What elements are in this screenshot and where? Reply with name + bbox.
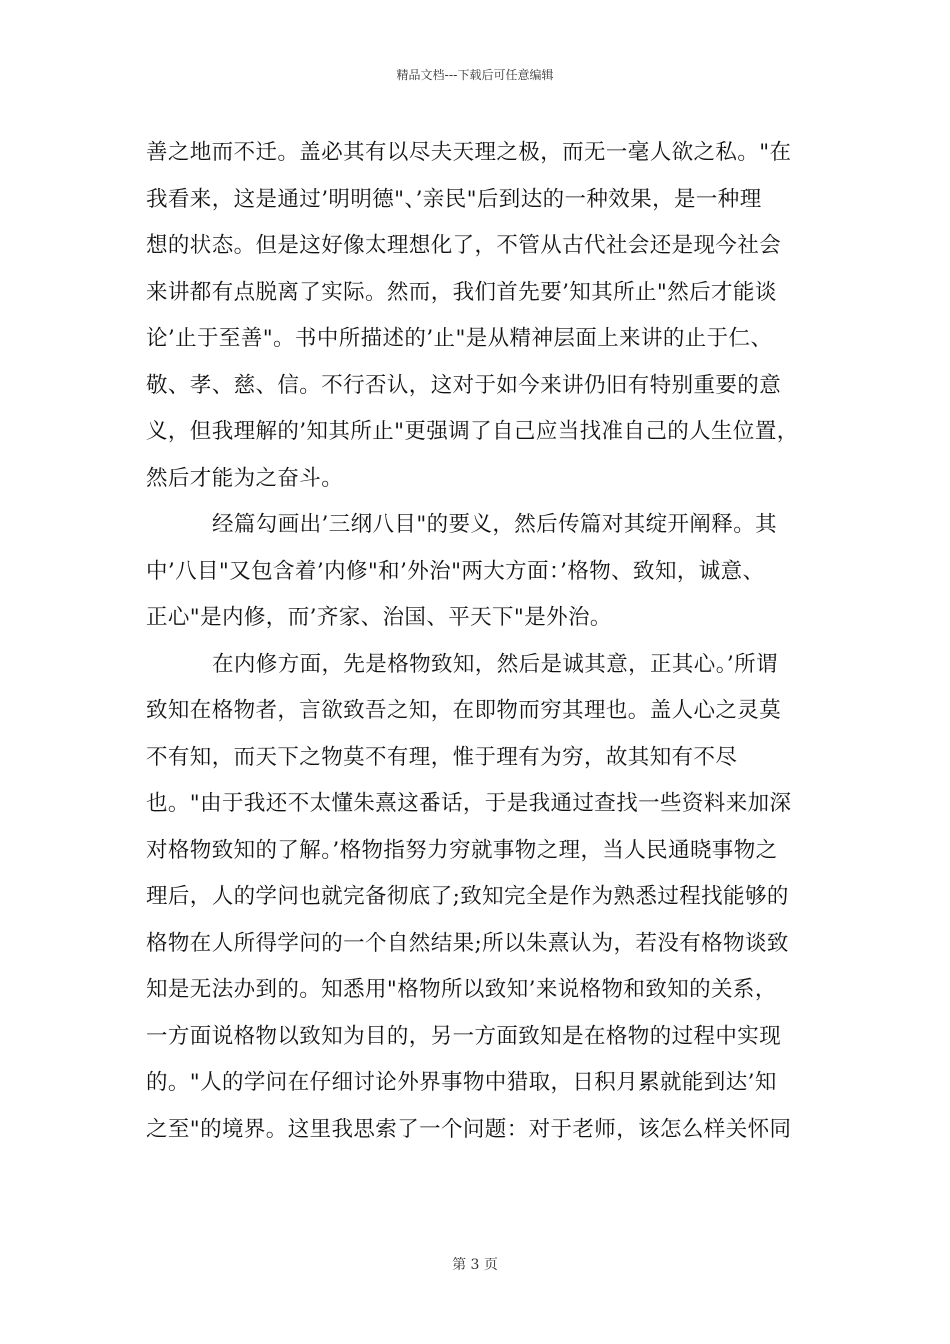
text-line: 格物在人所得学问的一个自然结果;所以朱熹认为，若没有格物谈致: [146, 930, 789, 956]
text-line: 想的状态。但是这好像太理想化了，不管从古代社会还是现今社会: [146, 233, 782, 258]
document-body: [146, 130, 822, 1153]
paragraph-3: [146, 642, 822, 1154]
text-line: 来讲都有点脱离了实际。然而，我们首先要’知其所止"然后才能谈: [146, 279, 777, 305]
text-line: 我看来，这是通过’明明德"、’亲民"后到达的一种效果，是一种理: [146, 186, 762, 212]
text-line: 理后，人的学问也就完备彻底了;致知完全是作为熟悉过程找能够的: [146, 884, 789, 909]
text-line: 敬、孝、慈、信。不行否认，这对于如今来讲仍旧有特别重要的意: [146, 372, 782, 398]
text-line: 之至"的境界。这里我思索了一个问题：对于老师，该怎么样关怀同: [146, 1116, 792, 1142]
text-line: 知是无法办到的。知悉用"格物所以致知’来说格物和致知的关系，: [146, 977, 777, 1002]
paragraph-1: [146, 130, 822, 502]
text-line: 一方面说格物以致知为目的，另一方面致知是在格物的过程中实现: [146, 1023, 782, 1049]
text-line: 论’止于至善"。书中所描述的’止"是从精神层面上来讲的止于仁、: [146, 326, 773, 351]
page-header: 精品文档---下载后可任意编辑: [396, 68, 554, 82]
text-line: 在内修方面，先是格物致知，然后是诚其意，正其心。’所谓: [212, 651, 778, 677]
text-line: 经篇勾画出’三纲八目"的要义，然后传篇对其绽开阐释。其: [212, 512, 778, 537]
page-number: 第 3 页: [452, 1257, 498, 1273]
text-line: 中’八目"又包含着’内修"和’外治"两大方面：’格物、致知，诚意、: [146, 558, 765, 584]
text-line: 然后才能为之奋斗。: [146, 465, 344, 491]
text-line: 对格物致知的了解。’格物指努力穷就事物之理，当人民通晓事物之: [146, 837, 778, 863]
text-line: 致知在格物者，言欲致吾之知，在即物而穷其理也。盖人心之灵莫: [146, 698, 782, 723]
text-line: 义，但我理解的’知其所止"更强调了自己应当找准自己的人生位置，: [146, 419, 799, 444]
paragraph-2: [146, 502, 822, 642]
text-line: 正心"是内修，而’齐家、治国、平天下"是外治。: [146, 605, 612, 630]
text-line: 善之地而不迁。盖必其有以尽夫天理之极，而无一毫人欲之私。"在: [146, 140, 792, 165]
text-line: 的。"人的学问在仔细讨论外界事物中猎取，日积月累就能到达’知: [146, 1070, 777, 1095]
text-line: 不有知，而天下之物莫不有理，惟于理有为穷，故其知有不尽: [146, 744, 738, 770]
text-line: 也。"由于我还不太懂朱熹这番话，于是我通过查找一些资料来加深: [146, 791, 792, 816]
